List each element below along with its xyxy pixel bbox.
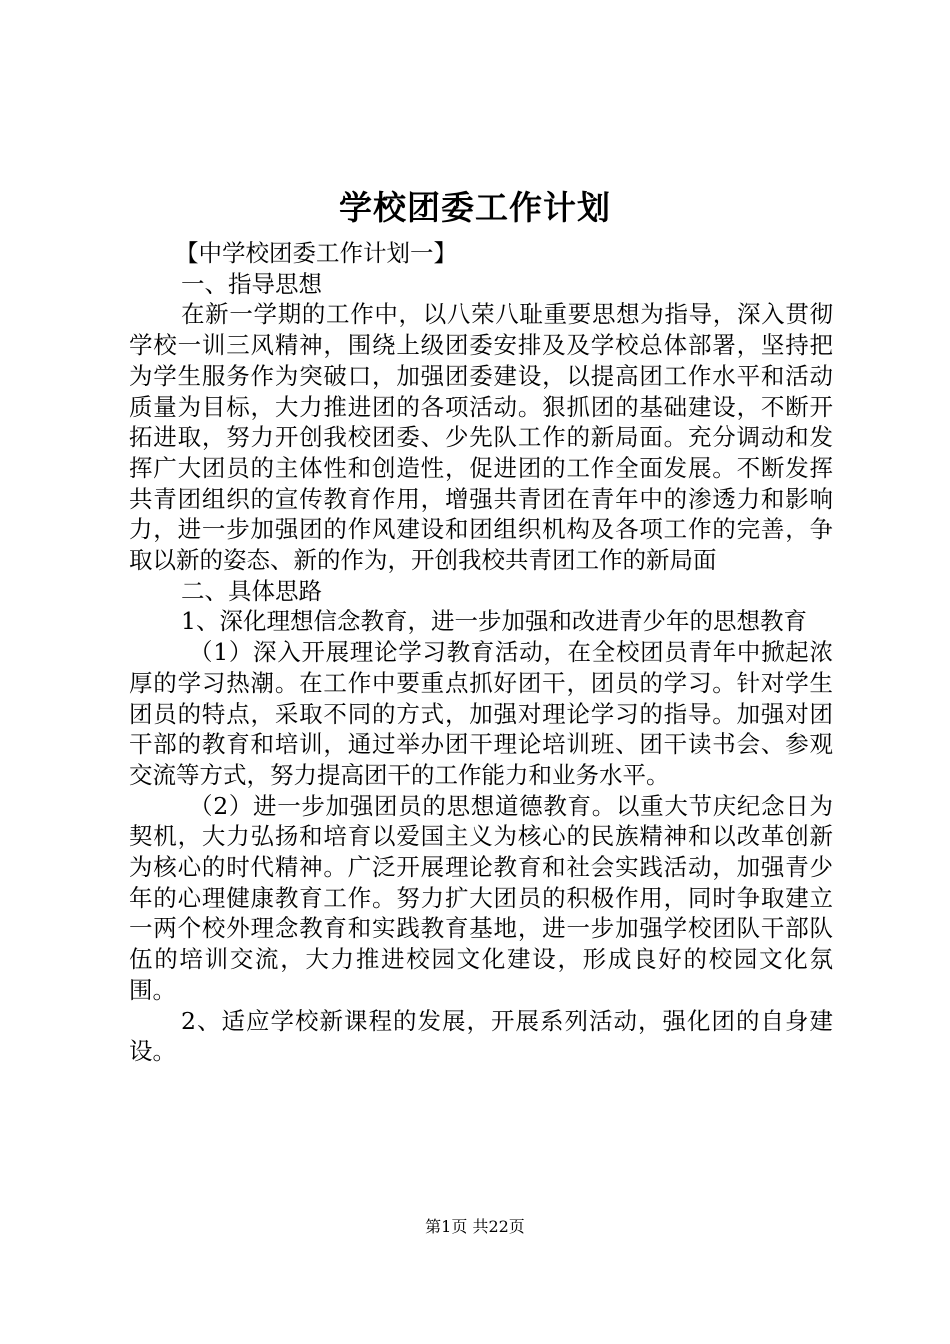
document-body — [129, 238, 833, 1067]
page-footer: 第1页 共22页 — [425, 1217, 525, 1236]
paragraph: （2）进一步加强团员的思想道德教育。以重大节庆纪念日为契机，大力弘扬和培育以爱国主义为核心的民族精神和以改革创新为核心的时代精神。广泛开展理论教育和社会实践活动，加强青少年的心理健康教育工作。努力扩大团员的积极作用，同时争取建立一两个校外理念教育和实践教育基地，进一步加强学校团队干部队伍的培训交流，大力推进校园文化建设，形成良好的校园文化氛围。 — [129, 791, 833, 1004]
document-subtitle: 【中学校团委工作计划一】 — [175, 239, 457, 267]
paragraph: 1、深化理想信念教育，进一步加强和改进青少年的思想教育 — [181, 607, 807, 636]
section-heading: 一、指导思想 — [181, 269, 322, 298]
paragraph: （1）深入开展理论学习教育活动，在全校团员青年中掀起浓厚的学习热潮。在工作中要重点抓好团干，团员的学习。针对学生团员的特点，采取不同的方式，加强对理论学习的指导。加强对团干部的教育和培训，通过举办团干理论培训班、团干读书会、参观交流等方式，努力提高团干的工作能力和业务水平。 — [129, 638, 833, 789]
page-title: 学校团委工作计划 — [339, 188, 611, 227]
section-heading: 二、具体思路 — [181, 576, 322, 605]
paragraph: 在新一学期的工作中，以八荣八耻重要思想为指导，深入贯彻学校一训三风精神，围绕上级团委安排及及学校总体部署，坚持把为学生服务作为突破口，加强团委建设，以提高团工作水平和活动质量为目标，大力推进团的各项活动。狠抓团的基础建设，不断开拓进取，努力开创我校团委、少先队工作的新局面。充分调动和发挥广大团员的主体性和创造性，促进团的工作全面发展。不断发挥共青团组织的宣传教育作用，增强共青团在青年中的渗透力和影响力，进一步加强团的作风建设和团组织机构及各项工作的完善，争取以新的姿态、新的作为，开创我校共青团工作的新局面 — [129, 300, 833, 575]
paragraph: 2、适应学校新课程的发展，开展系列活动，强化团的自身建设。 — [129, 1006, 833, 1066]
